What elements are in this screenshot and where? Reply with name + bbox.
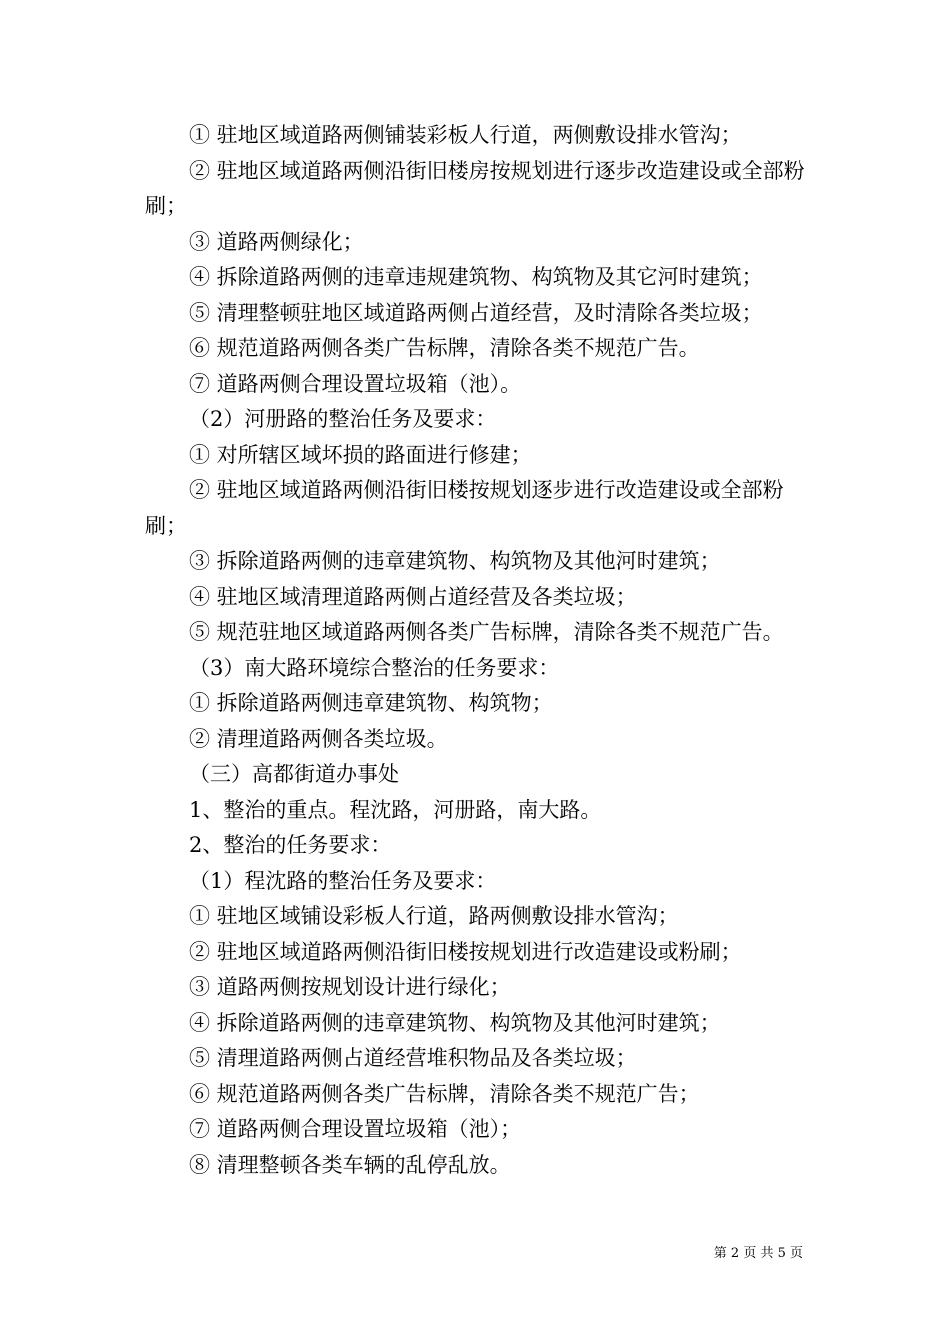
paragraph: 2、整治的任务要求： <box>189 833 392 857</box>
section-heading: （3）南大路环境综合整治的任务要求： <box>189 655 560 680</box>
list-item: ③ 道路两侧绿化； <box>189 229 364 254</box>
section-heading: （2）河册路的整治任务及要求： <box>189 407 497 431</box>
list-item: ② 驻地区域道路两侧沿街旧楼房按规划进行逐步改造建设或全部粉刷； <box>145 158 805 218</box>
list-item: ⑤ 清理道路两侧占道经营堆积物品及各类垃圾； <box>189 1046 637 1070</box>
list-item: ③ 拆除道路两侧的违章建筑物、构筑物及其他河时建筑； <box>189 549 721 573</box>
paragraph: 1、整治的重点。程沈路，河册路，南大路。 <box>189 797 602 822</box>
list-item: ④ 拆除道路两侧的违章建筑物、构筑物及其他河时建筑； <box>189 1010 721 1035</box>
document-body <box>145 118 815 1183</box>
list-item: ⑦ 道路两侧合理设置垃圾箱（池）； <box>189 1117 522 1141</box>
list-item: ⑦ 道路两侧合理设置垃圾箱（池）。 <box>189 371 522 396</box>
list-item: ② 驻地区域道路两侧沿街旧楼按规划进行改造建设或粉刷； <box>189 939 742 964</box>
list-item: ⑤ 规范驻地区域道路两侧各类广告标牌，清除各类不规范广告。 <box>189 620 784 644</box>
list-item: ② 清理道路两侧各类垃圾。 <box>189 726 448 751</box>
list-item: ⑥ 规范道路两侧各类广告标牌，清除各类不规范广告； <box>189 1081 700 1106</box>
list-item: ⑤ 清理整顿驻地区域道路两侧占道经营，及时清除各类垃圾； <box>189 300 763 325</box>
list-item: ① 驻地区域道路两侧铺装彩板人行道，两侧敷设排水管沟； <box>189 123 742 147</box>
list-item: ① 驻地区域铺设彩板人行道，路两侧敷设排水管沟； <box>189 904 679 928</box>
list-item: ⑥ 规范道路两侧各类广告标牌，清除各类不规范广告。 <box>189 336 700 360</box>
section-heading: （1）程沈路的整治任务及要求： <box>189 868 497 893</box>
list-item: ④ 拆除道路两侧的违章违规建筑物、构筑物及其它河时建筑； <box>189 265 763 289</box>
list-item: ⑧ 清理整顿各类车辆的乱停乱放。 <box>189 1152 511 1177</box>
list-item: ① 拆除道路两侧违章建筑物、构筑物； <box>189 691 553 715</box>
list-item: ③ 道路两侧按规划设计进行绿化； <box>189 975 511 999</box>
list-item: ① 对所辖区域坏损的路面进行修建； <box>189 442 532 467</box>
section-heading: （三）高都街道办事处 <box>189 762 399 786</box>
list-item: ② 驻地区域道路两侧沿街旧楼按规划逐步进行改造建设或全部粉刷； <box>145 478 784 538</box>
list-item: ④ 驻地区域清理道路两侧占道经营及各类垃圾； <box>189 584 637 609</box>
page-number: 第 2 页 共 5 页 <box>713 1246 803 1261</box>
